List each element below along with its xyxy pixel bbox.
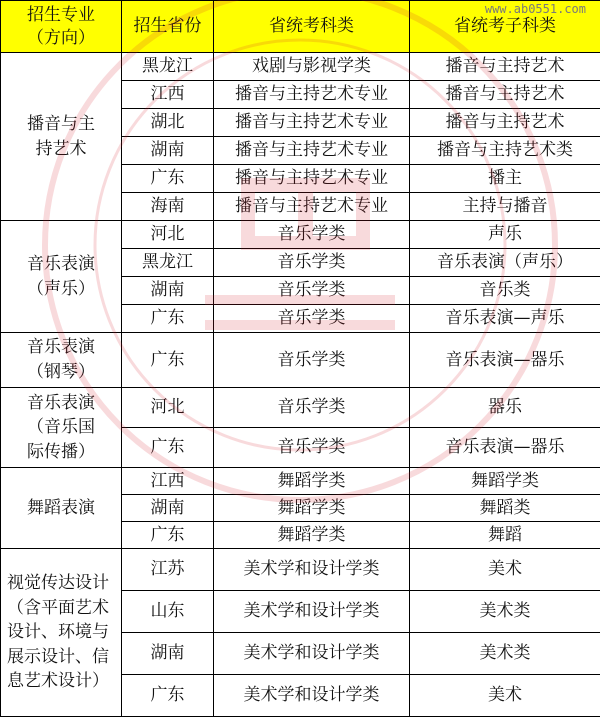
unified-category-cell: 戏剧与影视学类 (214, 53, 410, 81)
province-cell: 湖南 (122, 495, 214, 522)
table-row (1, 388, 600, 428)
sub-category-cell: 音乐表演—声乐 (410, 305, 600, 333)
unified-category-cell: 舞蹈学类 (214, 468, 410, 495)
sub-category-cell: 舞蹈类 (410, 495, 600, 522)
major-cell: 视觉传达设计（含平面艺术设计、环境与展示设计、信息艺术设计） (1, 549, 122, 717)
unified-category-cell: 音乐学类 (214, 428, 410, 468)
site-watermark: www.ab0551.com (485, 2, 586, 16)
unified-category-cell: 音乐学类 (214, 249, 410, 277)
unified-category-cell: 音乐学类 (214, 305, 410, 333)
unified-category-cell: 播音与主持艺术专业 (214, 81, 410, 109)
province-cell: 湖北 (122, 109, 214, 137)
province-cell: 广东 (122, 305, 214, 333)
table-row (1, 221, 600, 249)
province-cell: 黑龙江 (122, 249, 214, 277)
province-cell: 河北 (122, 388, 214, 428)
sub-category-cell: 舞蹈学类 (410, 468, 600, 495)
unified-category-cell: 音乐学类 (214, 333, 410, 388)
unified-category-cell: 音乐学类 (214, 277, 410, 305)
sub-category-cell: 美术 (410, 675, 600, 717)
province-cell: 江苏 (122, 549, 214, 591)
unified-category-cell: 舞蹈学类 (214, 495, 410, 522)
sub-category-cell: 音乐类 (410, 277, 600, 305)
unified-category-cell: 美术学和设计学类 (214, 675, 410, 717)
unified-category-cell: 美术学和设计学类 (214, 591, 410, 633)
unified-category-cell: 播音与主持艺术专业 (214, 193, 410, 221)
province-cell: 广东 (122, 333, 214, 388)
table-row (1, 549, 600, 591)
sub-category-cell: 播音与主持艺术类 (410, 137, 600, 165)
header-sub-category: 省统考子科类 (410, 1, 600, 53)
province-cell: 湖南 (122, 277, 214, 305)
sub-category-cell: 播音与主持艺术 (410, 109, 600, 137)
unified-category-cell: 播音与主持艺术专业 (214, 137, 410, 165)
province-cell: 广东 (122, 675, 214, 717)
header-province: 招生省份 (122, 1, 214, 53)
table-row (1, 468, 600, 495)
unified-category-cell: 舞蹈学类 (214, 522, 410, 549)
unified-category-cell: 播音与主持艺术专业 (214, 109, 410, 137)
sub-category-cell: 舞蹈 (410, 522, 600, 549)
province-cell: 山东 (122, 591, 214, 633)
header-unified-category: 省统考科类 (214, 1, 410, 53)
sub-category-cell: 播音与主持艺术 (410, 53, 600, 81)
major-cell: 播音与主持艺术 (1, 53, 122, 221)
province-cell: 江西 (122, 468, 214, 495)
sub-category-cell: 美术 (410, 549, 600, 591)
sub-category-cell: 音乐表演—器乐 (410, 333, 600, 388)
sub-category-cell: 音乐表演—器乐 (410, 428, 600, 468)
unified-category-cell: 美术学和设计学类 (214, 549, 410, 591)
sub-category-cell: 器乐 (410, 388, 600, 428)
unified-category-cell: 音乐学类 (214, 221, 410, 249)
sub-category-cell: 播音与主持艺术 (410, 81, 600, 109)
unified-category-cell: 美术学和设计学类 (214, 633, 410, 675)
province-cell: 湖南 (122, 137, 214, 165)
province-cell: 湖南 (122, 633, 214, 675)
table-row (1, 333, 600, 388)
major-cell: 音乐表演（音乐国际传播） (1, 388, 122, 468)
province-cell: 海南 (122, 193, 214, 221)
header-major: 招生专业（方向） (1, 1, 122, 53)
sub-category-cell: 美术类 (410, 633, 600, 675)
sub-category-cell: 声乐 (410, 221, 600, 249)
province-cell: 广东 (122, 428, 214, 468)
major-cell: 音乐表演（声乐） (1, 221, 122, 333)
sub-category-cell: 播主 (410, 165, 600, 193)
sub-category-cell: 音乐表演（声乐） (410, 249, 600, 277)
sub-category-cell: 主持与播音 (410, 193, 600, 221)
province-cell: 黑龙江 (122, 53, 214, 81)
province-cell: 江西 (122, 81, 214, 109)
province-cell: 广东 (122, 522, 214, 549)
sub-category-cell: 美术类 (410, 591, 600, 633)
table-row (1, 53, 600, 81)
unified-category-cell: 音乐学类 (214, 388, 410, 428)
province-cell: 广东 (122, 165, 214, 193)
province-cell: 河北 (122, 221, 214, 249)
unified-category-cell: 播音与主持艺术专业 (214, 165, 410, 193)
major-cell: 舞蹈表演 (1, 468, 122, 549)
major-cell: 音乐表演（钢琴） (1, 333, 122, 388)
